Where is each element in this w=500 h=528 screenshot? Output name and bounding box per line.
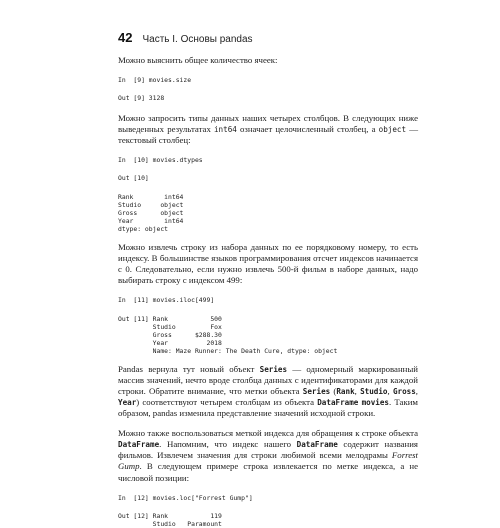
code-out-9: Out [9] 3128 (118, 94, 165, 103)
code-in-11: In [11] movies.iloc[499] (118, 296, 215, 305)
paragraph-iloc: Можно извлечь строку из набора данных по ее порядковому номеру, то есть индексу. В большинстве языков программирования отсчет индексов начинается с 0. Следовательно, если нужно извлечь 500-й фильм в наборе данных, надо выбирать строку с индексом 499: (118, 241, 418, 286)
paragraph-size: Можно выяснить общее количество ячеек: (118, 55, 278, 65)
code-out-10: Out [10] (118, 174, 149, 183)
code-dtypes-output: Rank int64 Studio object Gross object Year int64 dtype: object (118, 192, 184, 234)
code-in-10: In [10] movies.dtypes (118, 156, 203, 165)
paragraph-dtypes: Можно запросить типы данных наших четырех столбцов. В следующих ниже выведенных результатах int64 означает целочисленный столбец, а object — текстовый столбец: (118, 112, 419, 146)
page-header (118, 30, 253, 45)
page-number: 42 (118, 30, 133, 45)
paragraph-series: Pandas вернула тут новый объект Series — одномерный маркированный массив значений, нечто вроде столбца данных с идентификаторами для каждой строки. Обратите внимание, что метки объекта Series (Rank, Studio, Gross, Year) соответствуют четырем столбцам из объекта DataFrame movies. Таким образом, pandas изменила представление значений исходной строки. (118, 363, 419, 419)
code-out-11: Out [11] Rank 500 Studio Fox Gross $288.30 Year 2018 Name: Maze Runner: The Death Cure, dtype: object (118, 314, 338, 356)
page-content (118, 55, 418, 528)
code-in-9: In [9] movies.size (118, 76, 192, 85)
running-title: Часть I. Основы pandas (142, 34, 253, 45)
code-in-12: In [12] movies.loc["Forrest Gump"] (118, 493, 253, 502)
code-out-12: Out [12] Rank 119 Studio Paramount (118, 511, 222, 528)
paragraph-loc: Можно также воспользоваться меткой индекса для обращения к строке объекта DataFrame. Напомним, что индекс нашего DataFrame содержит названия фильмов. Извлечем значения для строки любимой всеми мелодрамы Forrest Gump. В следующем примере строка извлекается по метке индекса, а не числовой позиции: (118, 427, 418, 483)
